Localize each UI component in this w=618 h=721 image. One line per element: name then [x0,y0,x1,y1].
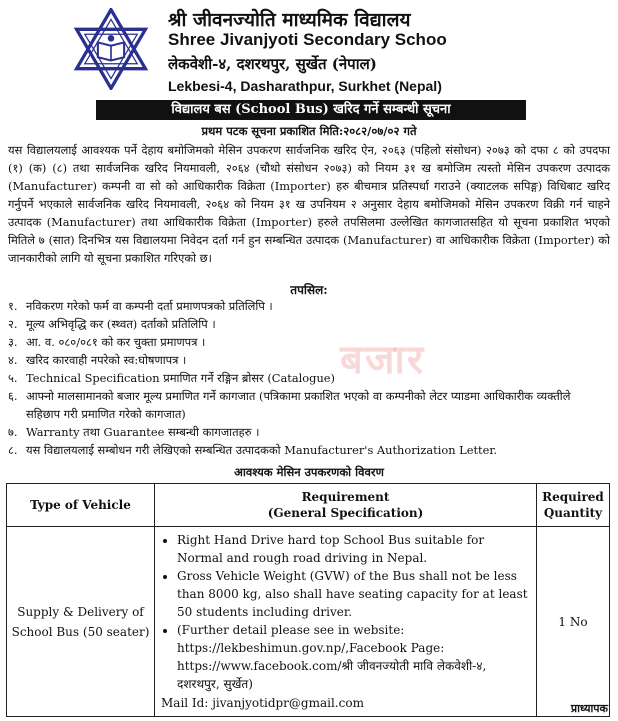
list-item-text: खरिद कारवाही नपरेको स्व:घोषणापत्र । [26,353,187,367]
list-item-number: २. [8,317,18,331]
notice-body: यस विद्यालयलाई आवश्यक पर्ने देहाय बमोजिमको मेसिन उपकरण सार्वजनिक खरिद ऐन, २०६३ (पहिलो संसोधन) २०७३ को दफा ८ को उपदफा (१) (क) (८) तथा सार्वजनिक खरिद नियमावली, २०६४ (चौथो संसोधन २०७३) को नियम ३१ ख बमोजिम त्यस्तो मेसिन उपकरण उत्पादक (Manufacturer) कम्पनी वा सो को आधिकारीक विक्रेता (Importer) हरु बीचमात्र प्रतिस्पर्धा गराउने (क्याटलक सपिङ्ग) विधिबाट खरिद गर्नुपर्ने भएकाले सार्वजनिक खरिद नियमावली, २०६४ को नियम ३१ ख उपनियम २ अनुसार देहाय बमोजिमको मेसिन उपकरण विक्री गर्न चाहने उत्पादक (Manufacturer) तथा आधिकारीक विक्रेता (Importer) हरुले तपसिलमा उल्लेखित कागजातसहित यो सूचना प्रकाशित भएको मितिले ७ (सात) दिनभित्र यस विद्यालयमा निवेदन दर्ता गर्न हुन सम्बन्धित उत्पादक (Manufacturer) वा आधिकारीक विक्रेता (Importer) को जानकारीको लागि यो सूचना प्रकाशित गरिएको छ। [8,143,610,265]
list-item-number: ८. [8,443,18,457]
school-address-nepali: लेकवेशी-४, दशरथपुर, सुर्खेत (नेपाल) [168,55,377,73]
list-item [8,351,608,369]
vehicle-line1: Supply & Delivery of [17,604,144,619]
requirement-item: • Gross Vehicle Weight (GVW) of the Bus shall not be less than 8000 kg, also shall have seating capacity for at least 50 students including driver. [177,567,530,621]
requirement-item: • (Further detail please see in website: https://lekbeshimun.gov.np/,Facebook Page: https://www.facebook.com/श्री जीवनज्योती मावि लेकवेशी-४, दशरथपुर, सुर्खेत) [177,621,530,693]
header-requirement [155,484,537,527]
header-quantity-line1: Required [542,490,604,504]
header-vehicle: Type of Vehicle [7,484,155,527]
list-item-text: मूल्य अभिवृद्धि कर (स्थ्वत) दर्ताको प्रतिलिपि । [26,317,216,331]
list-item-text: आफ्नो मालसामानको बजार मूल्य प्रमाणित गर्ने कागजात (पत्रिकामा प्रकाशित भएको वा कम्पनीको लेटर प्याडमा आधिकारीक व्यक्तीले सहिछाप गरी प्रमाणित गरेको कागजात) [26,389,571,421]
requirement-cell [155,527,537,717]
table-title: आवश्यक मेसिन उपकरणको विवरण [234,465,384,479]
table-row [7,527,610,717]
school-address-english: Lekbesi-4, Dasharathpur, Surkhet (Nepal) [168,78,442,94]
list-item-number: ६. [8,389,18,403]
list-item [8,333,608,351]
documents-list [8,297,608,459]
published-date: प्रथम पटक सूचना प्रकाशित मिति:२०८२/०७/०२ गते [201,124,417,138]
list-item-text: नविकरण गरेको फर्म वा कम्पनी दर्ता प्रमाणपत्रको प्रतिलिपि । [26,299,273,313]
list-item [8,297,608,315]
documents-subheading: तपसिल: [290,283,328,297]
vehicle-line2: School Bus (50 seater) [11,624,150,639]
list-item-text: Warranty तथा Guarantee सम्बन्धी कागजातहरु । [26,425,260,439]
list-item-text: यस विद्यालयलाई सम्बोधन गरी लेखिएको सम्बन्धित उत्पादकको Manufacturer's Authorization Letter. [26,443,498,457]
school-logo-icon [70,8,152,90]
school-name-english: Shree Jivanjyoti Secondary Schoo [168,30,447,49]
list-item-number: १. [8,299,18,313]
list-item-text: Technical Specification प्रमाणित गर्ने रङ्गिन ब्रोसर (Catalogue) [26,371,335,385]
list-item-number: ४. [8,353,18,367]
requirement-item: • Right Hand Drive hard top School Bus suitable for Normal and rough road driving in Nepal. [177,531,530,567]
list-item [8,387,608,423]
school-name-nepali: श्री जीवनज्योति माध्यमिक विद्यालय [168,9,411,31]
list-item-number: ७. [8,425,18,439]
header-requirement-line1: Requirement [301,490,390,504]
table-header-row [7,484,610,527]
vehicle-cell [7,527,155,717]
list-item-number: ३. [8,335,18,349]
list-item [8,315,608,333]
requirement-list [161,531,530,693]
header-requirement-line2: (General Specification) [267,506,424,520]
quantity-cell: 1 No [537,527,610,717]
watermark: बजार [340,337,426,383]
signature-title: प्राध्यापक [570,702,608,715]
list-item-text: आ. व. ०८०/०८१ को कर चुक्ता प्रमाणपत्र । [26,335,206,349]
mail-id: Mail Id: jivanjyotidpr@gmail.com [161,696,364,710]
list-item-number: ५. [8,371,18,385]
notice-title: विद्यालय बस (School Bus) खरिद गर्ने सम्बन्धी सूचना [96,100,526,120]
list-item [8,369,608,387]
header-quantity-line2: Quantity [543,506,603,520]
list-item [8,441,608,459]
header-quantity [537,484,610,527]
specification-table [6,483,610,717]
list-item [8,423,608,441]
